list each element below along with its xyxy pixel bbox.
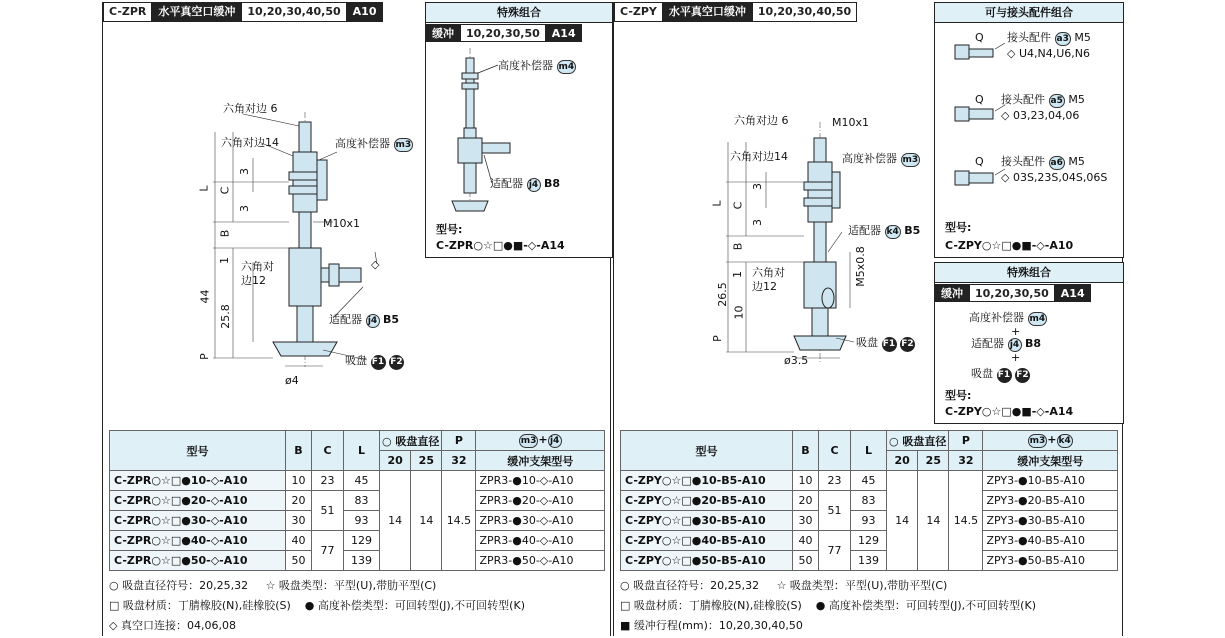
series-code: C-ZPR <box>103 2 152 22</box>
table-row <box>110 551 605 571</box>
fitting-a5-sizes: ◇ 03,23,04,06 <box>1001 109 1080 122</box>
bracket-cell: ZPY3-●20-B5-A10 <box>983 491 1118 511</box>
m10-label: M10x1 <box>323 217 360 230</box>
c-cell: 77 <box>819 531 851 571</box>
h-model: 型号 <box>110 431 286 471</box>
combo-tag: 缓冲 <box>426 24 460 42</box>
m10-label: M10x1 <box>832 116 869 129</box>
note: ■ 缓冲行程(mm)：10,20,30,40,50 <box>620 619 803 632</box>
a3-badge: a3 <box>1056 34 1069 44</box>
h-bracket: 缓冲支架型号 <box>476 451 605 471</box>
m4-badge: m4 <box>558 62 575 72</box>
special-combination-box <box>934 262 1124 424</box>
bracket-cell: ZPY3-●30-B5-A10 <box>983 511 1118 531</box>
h-pad-dia: ○ 吸盘直径 <box>380 431 442 451</box>
hex14-label: 六角对边14 <box>221 136 279 149</box>
fittings-model: C-ZPY○☆□●■-◇-A10 <box>945 239 1074 252</box>
special-title: 特殊组合 <box>426 3 612 23</box>
model-cell: C-ZPR○☆□●10-◇-A10 <box>110 471 286 491</box>
special-combination-box <box>425 2 613 258</box>
table-row <box>110 491 605 511</box>
h-B: B <box>793 431 819 471</box>
stroke-list: 10,20,30,40,50 <box>241 2 346 22</box>
h-bracket: 缓冲支架型号 <box>983 451 1118 471</box>
combo-strokes: 10,20,30,50 <box>969 284 1055 302</box>
h-pad-32: 32 <box>949 451 983 471</box>
plus-sign: + <box>1011 351 1021 364</box>
j4-badge: j4 <box>1008 338 1022 352</box>
l-cell: 45 <box>344 471 380 491</box>
b-cell: 30 <box>793 511 819 531</box>
note-row <box>620 596 1036 616</box>
special-title: 特殊组合 <box>935 263 1123 283</box>
h-pad-20: 20 <box>887 451 918 471</box>
model-cell: C-ZPR○☆□●30-◇-A10 <box>110 511 286 531</box>
note: ☆ 吸盘类型：平型(U),带肋平型(C) <box>265 579 437 592</box>
series-title: 水平真空口缓冲 <box>663 2 752 22</box>
note: ☆ 吸盘类型：平型(U),带肋平型(C) <box>776 579 948 592</box>
q-label: Q <box>975 155 984 168</box>
phi4-label: ø4 <box>285 374 299 387</box>
dim-C: C <box>218 186 232 195</box>
table-row <box>110 531 605 551</box>
a5-badge: a5 <box>1050 96 1063 106</box>
model-cell: C-ZPY○☆□●30-B5-A10 <box>621 511 793 531</box>
dim-1: 1 <box>731 271 744 278</box>
pad-label: 吸盘 F1 F2 <box>856 336 915 352</box>
page-ref: A10 <box>347 2 383 22</box>
model-cell: C-ZPY○☆□●10-B5-A10 <box>621 471 793 491</box>
hex12-label-a: 六角对 <box>752 266 785 279</box>
note-row <box>620 616 1036 636</box>
h-pad-25: 25 <box>918 451 949 471</box>
hex12-label-b: 边12 <box>752 280 777 293</box>
m4-badge: m4 <box>1029 314 1046 324</box>
dim-1: 1 <box>218 257 231 264</box>
h-pad-32: 32 <box>442 451 476 471</box>
comp-m3-label: 高度补偿器 m3 <box>842 152 919 165</box>
k4-badge: k4 <box>886 227 899 237</box>
dim-P: P <box>710 335 724 342</box>
p32-cell: 14.5 <box>949 471 983 571</box>
plus-sign: + <box>1011 325 1021 338</box>
note-row <box>109 616 525 636</box>
h-pad-25: 25 <box>411 451 442 471</box>
b-cell: 40 <box>286 531 312 551</box>
b-cell: 30 <box>286 511 312 531</box>
hex12-label-a: 六角对 <box>241 260 274 273</box>
combo-strokes: 10,20,30,50 <box>460 24 546 42</box>
dim-265: 26.5 <box>715 282 729 307</box>
m5-label: M5x0.8 <box>853 246 867 287</box>
dim-3a: 3 <box>238 168 251 175</box>
b-cell: 20 <box>793 491 819 511</box>
c-cell: 23 <box>819 471 851 491</box>
f1-badge: F1 <box>997 368 1012 383</box>
special-combo <box>935 284 1123 302</box>
bracket-cell: ZPY3-●40-B5-A10 <box>983 531 1118 551</box>
q-label: Q <box>975 93 984 106</box>
note: ◇ 真空口连接：04,06,08 <box>109 619 236 632</box>
pad-label: 吸盘 F1 F2 <box>345 354 404 370</box>
table-row <box>621 511 1118 531</box>
p20-cell: 14 <box>380 471 411 571</box>
hex6-label: 六角对边 6 <box>734 114 789 127</box>
bracket-cell: ZPY3-●10-B5-A10 <box>983 471 1118 491</box>
hex12-label-b: 边12 <box>241 274 266 287</box>
model-cell: C-ZPY○☆□●50-B5-A10 <box>621 551 793 571</box>
f2-badge: F2 <box>1015 368 1030 383</box>
model-cell: C-ZPR○☆□●50-◇-A10 <box>110 551 286 571</box>
special-model: C-ZPR○☆□●■-◇-A14 <box>436 239 565 252</box>
h-L: L <box>344 431 380 471</box>
table-row <box>621 551 1118 571</box>
bracket-cell: ZPY3-●50-B5-A10 <box>983 551 1118 571</box>
fitting-a6-sizes: ◇ 03S,23S,04S,06S <box>1001 171 1108 184</box>
dim-P: P <box>197 353 211 360</box>
comp-m4: 高度补偿器 m4 <box>969 311 1046 324</box>
dim-3a: 3 <box>751 183 764 190</box>
bracket-cell: ZPR3-●50-◇-A10 <box>476 551 605 571</box>
f1-badge: F1 <box>882 337 897 352</box>
model-cell: C-ZPY○☆□●40-B5-A10 <box>621 531 793 551</box>
dim-10: 10 <box>732 305 746 320</box>
bracket-cell: ZPR3-●20-◇-A10 <box>476 491 605 511</box>
c-zpy-spec-table <box>620 430 1118 571</box>
comp-m3-label: 高度补偿器 m3 <box>335 137 412 150</box>
model-cell: C-ZPR○☆□●40-◇-A10 <box>110 531 286 551</box>
note-row <box>109 596 525 616</box>
c-cell: 23 <box>312 471 344 491</box>
series-code: C-ZPY <box>614 2 663 22</box>
table-row <box>621 491 1118 511</box>
h-C: C <box>312 431 344 471</box>
fitting-a3-sizes: ◇ U4,N4,U6,N6 <box>1007 47 1090 60</box>
dim-3b: 3 <box>238 205 251 212</box>
j4-badge: j4 <box>548 434 562 448</box>
b-cell: 50 <box>793 551 819 571</box>
hex14-label: 六角对边14 <box>730 150 788 163</box>
dim-B: B <box>731 242 745 251</box>
combo-page: A14 <box>1055 284 1091 302</box>
fitting-a6: 接头配件 a6 M5 <box>1001 155 1085 168</box>
model-label: 型号: <box>945 389 972 402</box>
fittings-title: 可与接头配件组合 <box>935 3 1123 23</box>
h-pad-20: 20 <box>380 451 411 471</box>
stroke-list: 10,20,30,40,50 <box>752 2 857 22</box>
l-cell: 93 <box>344 511 380 531</box>
pad-combo: 吸盘 F1 F2 <box>971 367 1030 383</box>
h-pad-dia: ○ 吸盘直径 <box>887 431 949 451</box>
b-cell: 10 <box>793 471 819 491</box>
fitting-a3: 接头配件 a3 M5 <box>1007 31 1091 44</box>
dim-258: 25.8 <box>218 304 232 329</box>
h-P: P <box>949 431 983 451</box>
combo-tag: 缓冲 <box>935 284 969 302</box>
combo-page: A14 <box>546 24 582 42</box>
h-C: C <box>819 431 851 471</box>
b-cell: 10 <box>286 471 312 491</box>
dim-3b: 3 <box>751 219 764 226</box>
c-cell: 51 <box>819 491 851 531</box>
series-title: 水平真空口缓冲 <box>152 2 241 22</box>
bracket-cell: ZPR3-●10-◇-A10 <box>476 471 605 491</box>
dim-L: L <box>710 200 724 207</box>
diamond-mark: ◇ <box>371 258 380 271</box>
adapter-k4-label: 适配器 k4 B5 <box>848 224 921 237</box>
h-B: B <box>286 431 312 471</box>
c-cell: 51 <box>312 491 344 531</box>
bracket-cell: ZPR3-●30-◇-A10 <box>476 511 605 531</box>
adapter-j4: 适配器 j4 B8 <box>971 337 1042 350</box>
j4-badge: j4 <box>527 178 541 192</box>
h-P: P <box>442 431 476 451</box>
h-model: 型号 <box>621 431 793 471</box>
note-row <box>109 576 525 596</box>
legend-notes <box>620 576 1036 636</box>
p25-cell: 14 <box>918 471 949 571</box>
c-zpr-header <box>103 2 383 22</box>
p20-cell: 14 <box>887 471 918 571</box>
k4-badge: k4 <box>1058 436 1071 446</box>
note: ○ 吸盘直径符号：20,25,32 <box>109 579 249 592</box>
h-badges: m3 + k4 <box>983 431 1118 451</box>
special-combo <box>426 24 612 42</box>
l-cell: 45 <box>851 471 887 491</box>
l-cell: 129 <box>344 531 380 551</box>
model-label: 型号: <box>436 223 463 236</box>
fittings-box <box>934 2 1124 258</box>
b-cell: 20 <box>286 491 312 511</box>
m3-badge: m3 <box>395 140 412 150</box>
dim-C: C <box>731 201 745 210</box>
adapter-label: 适配器 j4 B8 <box>490 177 561 190</box>
p25-cell: 14 <box>411 471 442 571</box>
note: □ 吸盘材质：丁腈橡胶(N),硅橡胶(S) <box>620 599 802 612</box>
note: ● 高度补偿类型：可回转型(J),不可回转型(K) <box>815 599 1036 612</box>
l-cell: 83 <box>851 491 887 511</box>
f2-badge: F2 <box>389 355 404 370</box>
note: ● 高度补偿类型：可回转型(J),不可回转型(K) <box>304 599 525 612</box>
dim-L: L <box>197 185 211 192</box>
note: ○ 吸盘直径符号：20,25,32 <box>620 579 760 592</box>
h-L: L <box>851 431 887 471</box>
note: □ 吸盘材质：丁腈橡胶(N),硅橡胶(S) <box>109 599 291 612</box>
hex6-label: 六角对边 6 <box>223 102 278 115</box>
f1-badge: F1 <box>371 355 386 370</box>
c-zpy-panel <box>613 2 1123 636</box>
a6-badge: a6 <box>1050 158 1063 168</box>
phi35-label: ø3.5 <box>784 354 809 367</box>
dim-44: 44 <box>198 289 212 304</box>
b-cell: 50 <box>286 551 312 571</box>
l-cell: 93 <box>851 511 887 531</box>
m3-badge: m3 <box>520 436 537 446</box>
l-cell: 129 <box>851 531 887 551</box>
h-badges: m3 + j4 <box>476 431 605 451</box>
c-zpr-spec-table <box>109 430 605 571</box>
fitting-a5: 接头配件 a5 M5 <box>1001 93 1085 106</box>
legend-notes <box>109 576 525 636</box>
table-row <box>621 531 1118 551</box>
special-model: C-ZPY○☆□●■-◇-A14 <box>945 405 1074 418</box>
model-cell: C-ZPY○☆□●20-B5-A10 <box>621 491 793 511</box>
adapter-j4-label: 适配器 j4 B5 <box>329 313 400 326</box>
dim-B: B <box>218 229 232 238</box>
f2-badge: F2 <box>900 337 915 352</box>
b-cell: 40 <box>793 531 819 551</box>
m3-badge: m3 <box>1029 436 1046 446</box>
m3-badge: m3 <box>902 155 919 165</box>
model-label: 型号: <box>945 221 972 234</box>
c-zpr-panel <box>102 2 611 636</box>
comp-label: 高度补偿器 m4 <box>498 59 575 72</box>
c-zpy-header <box>614 2 857 22</box>
j4-badge: j4 <box>366 314 380 328</box>
l-cell: 139 <box>344 551 380 571</box>
l-cell: 139 <box>851 551 887 571</box>
q-label: Q <box>975 31 984 44</box>
note-row <box>620 576 1036 596</box>
table-row <box>621 471 1118 491</box>
l-cell: 83 <box>344 491 380 511</box>
table-row <box>110 471 605 491</box>
model-cell: C-ZPR○☆□●20-◇-A10 <box>110 491 286 511</box>
table-row <box>110 511 605 531</box>
bracket-cell: ZPR3-●40-◇-A10 <box>476 531 605 551</box>
c-cell: 77 <box>312 531 344 571</box>
p32-cell: 14.5 <box>442 471 476 571</box>
